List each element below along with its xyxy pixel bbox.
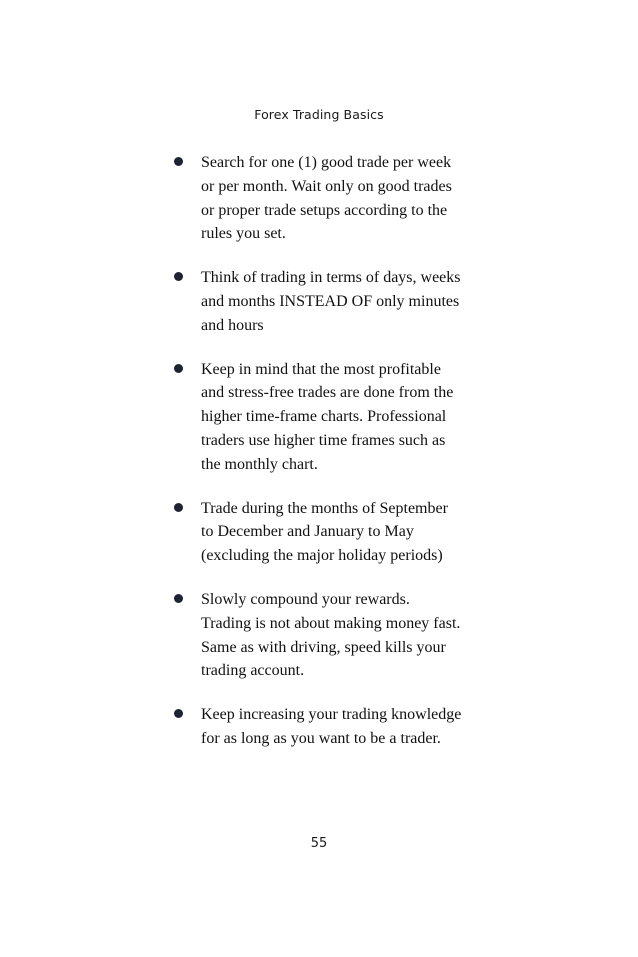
bullet-text: Trade during the months of September to December and January to May (excluding the major holiday periods) — [201, 499, 448, 565]
bullet-icon — [174, 364, 183, 373]
bullet-icon — [174, 503, 183, 512]
bullet-list — [172, 151, 502, 771]
list-item — [172, 703, 502, 751]
bullet-text: Keep in mind that the most profitable and stress-free trades are done from the higher time-frame charts. Professional traders use higher time frames such as the monthly chart. — [201, 360, 454, 473]
list-item — [172, 588, 502, 683]
bullet-text: Slowly compound your rewards. Trading is not about making money fast. Same as with driving, speed kills your trading account. — [201, 590, 461, 680]
page-number: 55 — [310, 836, 328, 851]
bullet-text: Think of trading in terms of days, weeks and months INSTEAD OF only minutes and hours — [201, 269, 461, 334]
list-item — [172, 497, 502, 568]
bullet-icon — [174, 709, 183, 718]
bullet-icon — [174, 594, 183, 603]
bullet-icon — [174, 157, 183, 166]
list-item — [172, 266, 502, 337]
running-header: Forex Trading Basics — [254, 107, 384, 122]
bullet-text: Search for one (1) good trade per week or per month. Wait only on good trades or proper trade setups according to the rules you set. — [201, 154, 452, 243]
list-item — [172, 358, 502, 477]
bullet-icon — [174, 272, 183, 281]
bullet-text: Keep increasing your trading knowledge for as long as you want to be a trader. — [201, 706, 462, 747]
list-item — [172, 151, 502, 246]
